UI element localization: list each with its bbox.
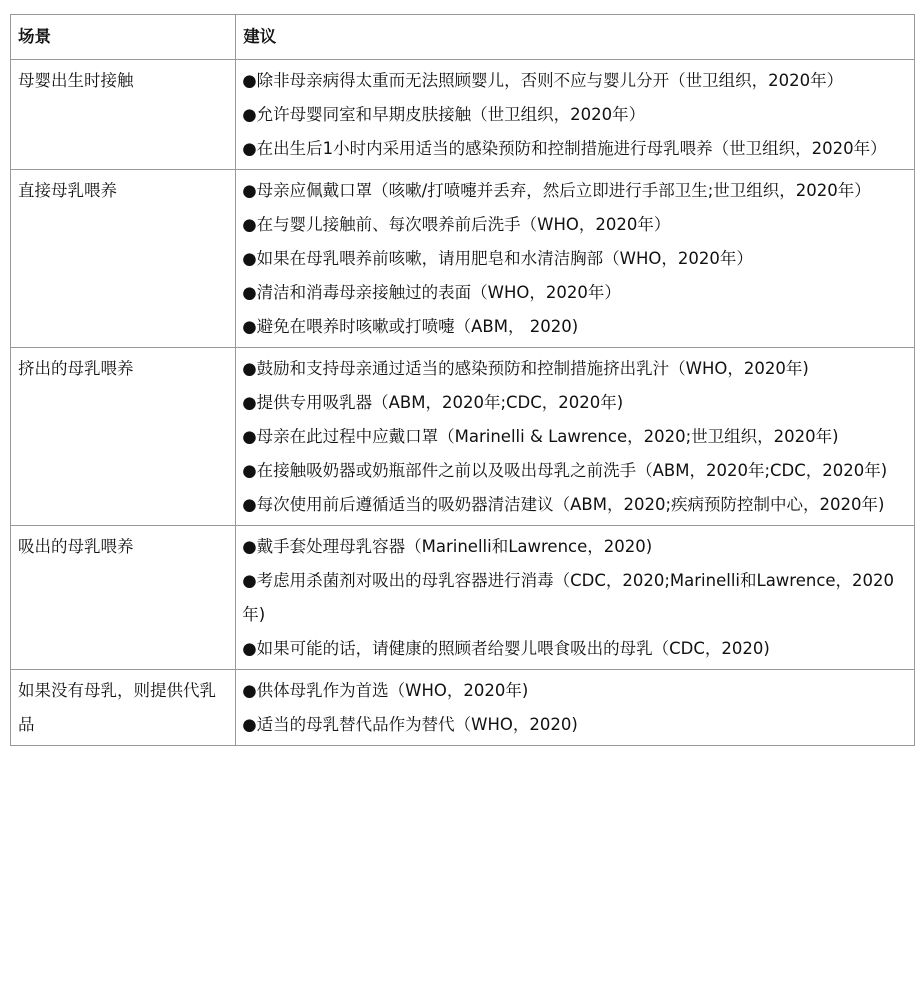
table-row — [11, 170, 915, 348]
advice-item: ●除非母亲病得太重而无法照顾婴儿，否则不应与婴儿分开（世卫组织，2020年） — [242, 71, 844, 90]
header-advice: 建议 — [236, 15, 915, 60]
header-scene: 场景 — [11, 15, 236, 60]
advice-item: ●如果在母乳喂养前咳嗽，请用肥皂和水清洁胸部（WHO，2020年） — [242, 249, 753, 268]
advice-item: ●允许母婴同室和早期皮肤接触（世卫组织，2020年） — [242, 105, 646, 124]
advice-item: ●鼓励和支持母亲通过适当的感染预防和控制措施挤出乳汁（WHO，2020年) — [242, 359, 809, 378]
advice-item: ●母亲在此过程中应戴口罩（Marinelli & Lawrence，2020;世卫组织，2020年) — [242, 427, 839, 446]
advice-item: ●适当的母乳替代品作为替代（WHO，2020) — [242, 715, 578, 734]
scene-cell: 吸出的母乳喂养 — [11, 526, 236, 670]
scene-cell: 直接母乳喂养 — [11, 170, 236, 348]
advice-item: ●在接触吸奶器或奶瓶部件之前以及吸出母乳之前洗手（ABM，2020年;CDC，2020年) — [242, 461, 888, 480]
advice-cell — [236, 348, 915, 526]
advice-cell — [236, 670, 915, 746]
advice-item: ●在出生后1小时内采用适当的感染预防和控制措施进行母乳喂养（世卫组织，2020年） — [242, 139, 887, 158]
scene-cell: 挤出的母乳喂养 — [11, 348, 236, 526]
table-row — [11, 60, 915, 170]
advice-item: ●母亲应佩戴口罩（咳嗽/打喷嚏并丢弃，然后立即进行手部卫生;世卫组织，2020年） — [242, 181, 871, 200]
advice-item: ●避免在喂养时咳嗽或打喷嚏（ABM， 2020) — [242, 317, 579, 336]
advice-item: ●如果可能的话，请健康的照顾者给婴儿喂食吸出的母乳（CDC，2020) — [242, 639, 770, 658]
table-row — [11, 526, 915, 670]
table-header-row — [11, 15, 915, 60]
advice-item: ●供体母乳作为首选（WHO，2020年) — [242, 681, 529, 700]
advice-cell — [236, 526, 915, 670]
advice-cell — [236, 60, 915, 170]
advice-item: ●戴手套处理母乳容器（Marinelli和Lawrence，2020) — [242, 537, 653, 556]
table-row — [11, 670, 915, 746]
advice-item: ●在与婴儿接触前、每次喂养前后洗手（WHO，2020年） — [242, 215, 671, 234]
advice-item: ●每次使用前后遵循适当的吸奶器清洁建议（ABM，2020;疾病预防控制中心，2020年) — [242, 495, 885, 514]
advice-cell — [236, 170, 915, 348]
recommendations-table — [10, 14, 915, 746]
scene-cell: 如果没有母乳，则提供代乳品 — [11, 670, 236, 746]
advice-item: ●提供专用吸乳器（ABM，2020年;CDC，2020年) — [242, 393, 624, 412]
advice-item: ●考虑用杀菌剂对吸出的母乳容器进行消毒（CDC，2020;Marinelli和Lawrence，2020年) — [242, 571, 895, 624]
advice-item: ●清洁和消毒母亲接触过的表面（WHO，2020年） — [242, 283, 621, 302]
scene-cell: 母婴出生时接触 — [11, 60, 236, 170]
table-row — [11, 348, 915, 526]
